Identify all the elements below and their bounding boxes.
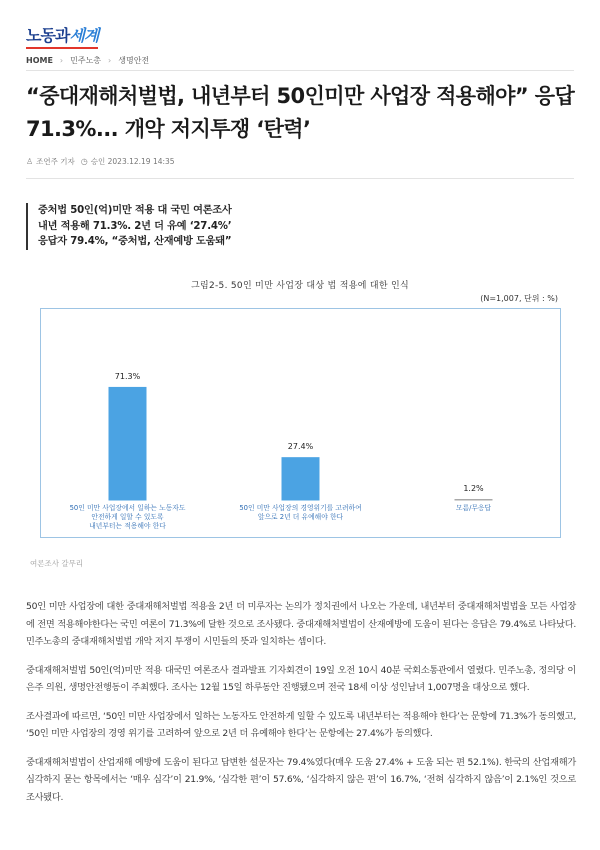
site-logo[interactable] [26, 26, 98, 46]
bar-chart-svg [41, 309, 560, 537]
breadcrumb-section[interactable]: 민주노총 [70, 56, 102, 65]
category-label: 50인 미만 사업장에서 일하는 노동자도 [69, 504, 186, 512]
article-paragraph: 중대재해처벌법 50인(억)미만 적용 대국민 여론조사 결과발표 기자회견이 19일 오전 10시 40분 국회소통관에서 열렸다. 민주노총, 정의당 이은주 의원, 생명안전행동이 주최했다. 조사는 12월 15일 하루동안 진행됐으며 전국 18세 이상 성인남녀 1,007명을 대상으로 했다. [26, 664, 576, 693]
article-meta [26, 156, 181, 167]
logo-underline [26, 47, 98, 49]
logo-text: 노동과세계 [26, 26, 99, 45]
category-label: 내년부터는 적용해야 한다 [89, 522, 166, 530]
survey-chart[interactable] [40, 308, 561, 538]
clock-icon: ◷ [80, 157, 88, 166]
chevron-right-icon: › [59, 56, 64, 65]
chevron-right-icon: › [108, 56, 112, 65]
person-icon: ♙ [26, 157, 34, 166]
bar-1 [282, 457, 320, 501]
breadcrumb-subsection[interactable]: 생명안전 [118, 56, 150, 65]
summary-line: 중처법 50인(억)미만 적용 대 국민 여론조사 [38, 205, 232, 216]
breadcrumb [26, 55, 149, 66]
author [26, 156, 75, 167]
article-title: “중대재해처벌법, 내년부터 50인미만 사업장 적용해야” 응답 71.3%... 개악 저지투쟁 ‘탄력’ [26, 84, 575, 141]
chart-note: (N=1,007, 단위 : %) [480, 294, 558, 303]
summary-line: 내년 적용해 71.3%. 2년 더 유예 ‘27.4%’ [38, 220, 232, 232]
bar-value-label: 71.3% [114, 371, 141, 381]
article-paragraph: 50인 미만 사업장에 대한 중대재해처벌법 적용을 2년 더 미루자는 논의가 정치권에서 나오는 가운데, 내년부터 중대재해처벌법을 모든 사업장에 전면 적용해야한다는 국민 여론이 71.3%에 달한 것으로 조사됐다. 중대재해처벌법이 산재예방에 도움이 된다는 응답은 79.4%로 나타났다. 민주노총의 중대재해처벌법 개악 저지 투쟁이 시민들의 뜻과 일치하는 셈이다. [26, 601, 576, 647]
category-label: 50인 미만 사업장의 경영위기를 고려하여 [239, 504, 362, 512]
bar-value-label: 1.2% [463, 484, 484, 493]
category-label: 모름/무응답 [455, 504, 492, 512]
category-label: 안전하게 일할 수 있도록 [91, 513, 164, 521]
category-label: 앞으로 2년 더 유예해야 한다 [257, 513, 344, 521]
header-divider [26, 70, 574, 71]
approved-time [81, 156, 175, 167]
article-paragraph: 중대재해처벌법이 산업재해 예방에 도움이 된다고 답변한 설문자는 79.4%였다(매우 도움 27.4% + 도움 되는 편 52.1%). 한국의 산업재해가 심각하지 묻는 항목에서는 ‘매우 심각’이 21.9%, ‘심각한 편’이 57.6%, ‘심각하지 않은 편’이 16.7%, ‘전혀 심각하지 않음’이 2.1%인 것으로 조사됐다. [26, 756, 576, 803]
photo-caption: 여론조사 갈무리 [30, 559, 84, 568]
bar-0 [109, 387, 147, 501]
approved-time-text: 승인 2023.12.19 14:35 [90, 157, 175, 166]
summary-line: 응답자 79.4%, “중처법, 산재예방 도움돼” [38, 236, 232, 247]
article-paragraph: 조사결과에 따르면, ‘50인 미만 사업장에서 일하는 노동자도 안전하게 일할 수 있도록 내년부터는 적용해야 한다’는 문항에 71.3%가 동의했고, ‘50인 미만 사업장의 경영 위기를 고려하여 앞으로 2년 더 유예해야 한다’는 문항에는 27.4%가 동의했다. [26, 710, 576, 739]
breadcrumb-home[interactable]: HOME [26, 56, 53, 65]
bar-value-label: 27.4% [287, 442, 314, 452]
author-name: 조연주 기자 [36, 157, 75, 166]
article-body [26, 598, 576, 817]
chart-title: 그림2-5. 50인 미만 사업장 대상 법 적용에 대한 인식 [191, 281, 409, 291]
article-summary [26, 203, 232, 250]
meta-divider [26, 178, 574, 179]
